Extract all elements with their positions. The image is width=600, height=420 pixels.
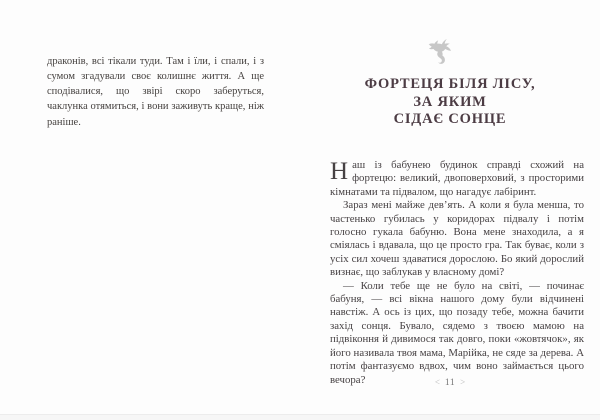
chapter-title-line: СІДАЄ СОНЦЕ xyxy=(393,111,507,127)
folio-left-ornament-icon: < xyxy=(434,376,440,387)
drop-cap: Н xyxy=(330,158,349,185)
right-page xyxy=(300,0,600,420)
folio-right-ornament-icon: > xyxy=(460,376,466,387)
chapter-title-line: ФОРТЕЦЯ БІЛЯ ЛІСУ, xyxy=(364,76,536,92)
page-bottom-edge xyxy=(0,414,600,420)
chapter-body xyxy=(330,159,584,387)
paragraph-text: аш із бабунею будинок справді схожий на фортецю: великий, двоповерховий, з просторими кімнатами та підвалом, що нагадує лабіринт. xyxy=(330,159,584,198)
body-paragraph: — Коли тебе ще не було на світі, — починає бабуня, — всі вікна нашого дому були відчинені навстіж. А ось із цих, що позаду тебе, можна бачити захід сонця. Бувало, сядемо з твоєю мамою на підвіконня й дивимося так довго, поки «жовтячок», як його називала твоя мама, Марійка, не сяде за дерева. А потім фантазуємо вдвох, чим воно займається цього вечора? xyxy=(330,279,584,386)
chapter-title-line: ЗА ЯКИМ xyxy=(413,93,487,110)
page-number: 11 xyxy=(444,378,456,388)
left-page-paragraph: драконів, всі тікали туди. Там і їли, і спали, і з сумом згадували своє колишнє життя. А ще сподівалися, що звірі скоро заберуться, чаклунка отямиться, і вони заживуть краще, ніж раніше. xyxy=(47,55,264,128)
chapter-title xyxy=(300,76,600,129)
body-paragraph: Зараз мені майже дев’ять. А коли я була менша, то частенько губилась у коридорах підвалу і потім голосно гукала бабуню. Вона мене знаходила, а я сміялась і вдавала, що це просто гра. Так буває, коли з усіх сил хочеш здаватися дорослою. Бо який дорослий визнає, що заблукав у власному домі? xyxy=(330,199,584,279)
dragon-ornament-icon xyxy=(422,27,460,65)
folio xyxy=(300,377,600,388)
body-paragraph xyxy=(330,159,584,199)
